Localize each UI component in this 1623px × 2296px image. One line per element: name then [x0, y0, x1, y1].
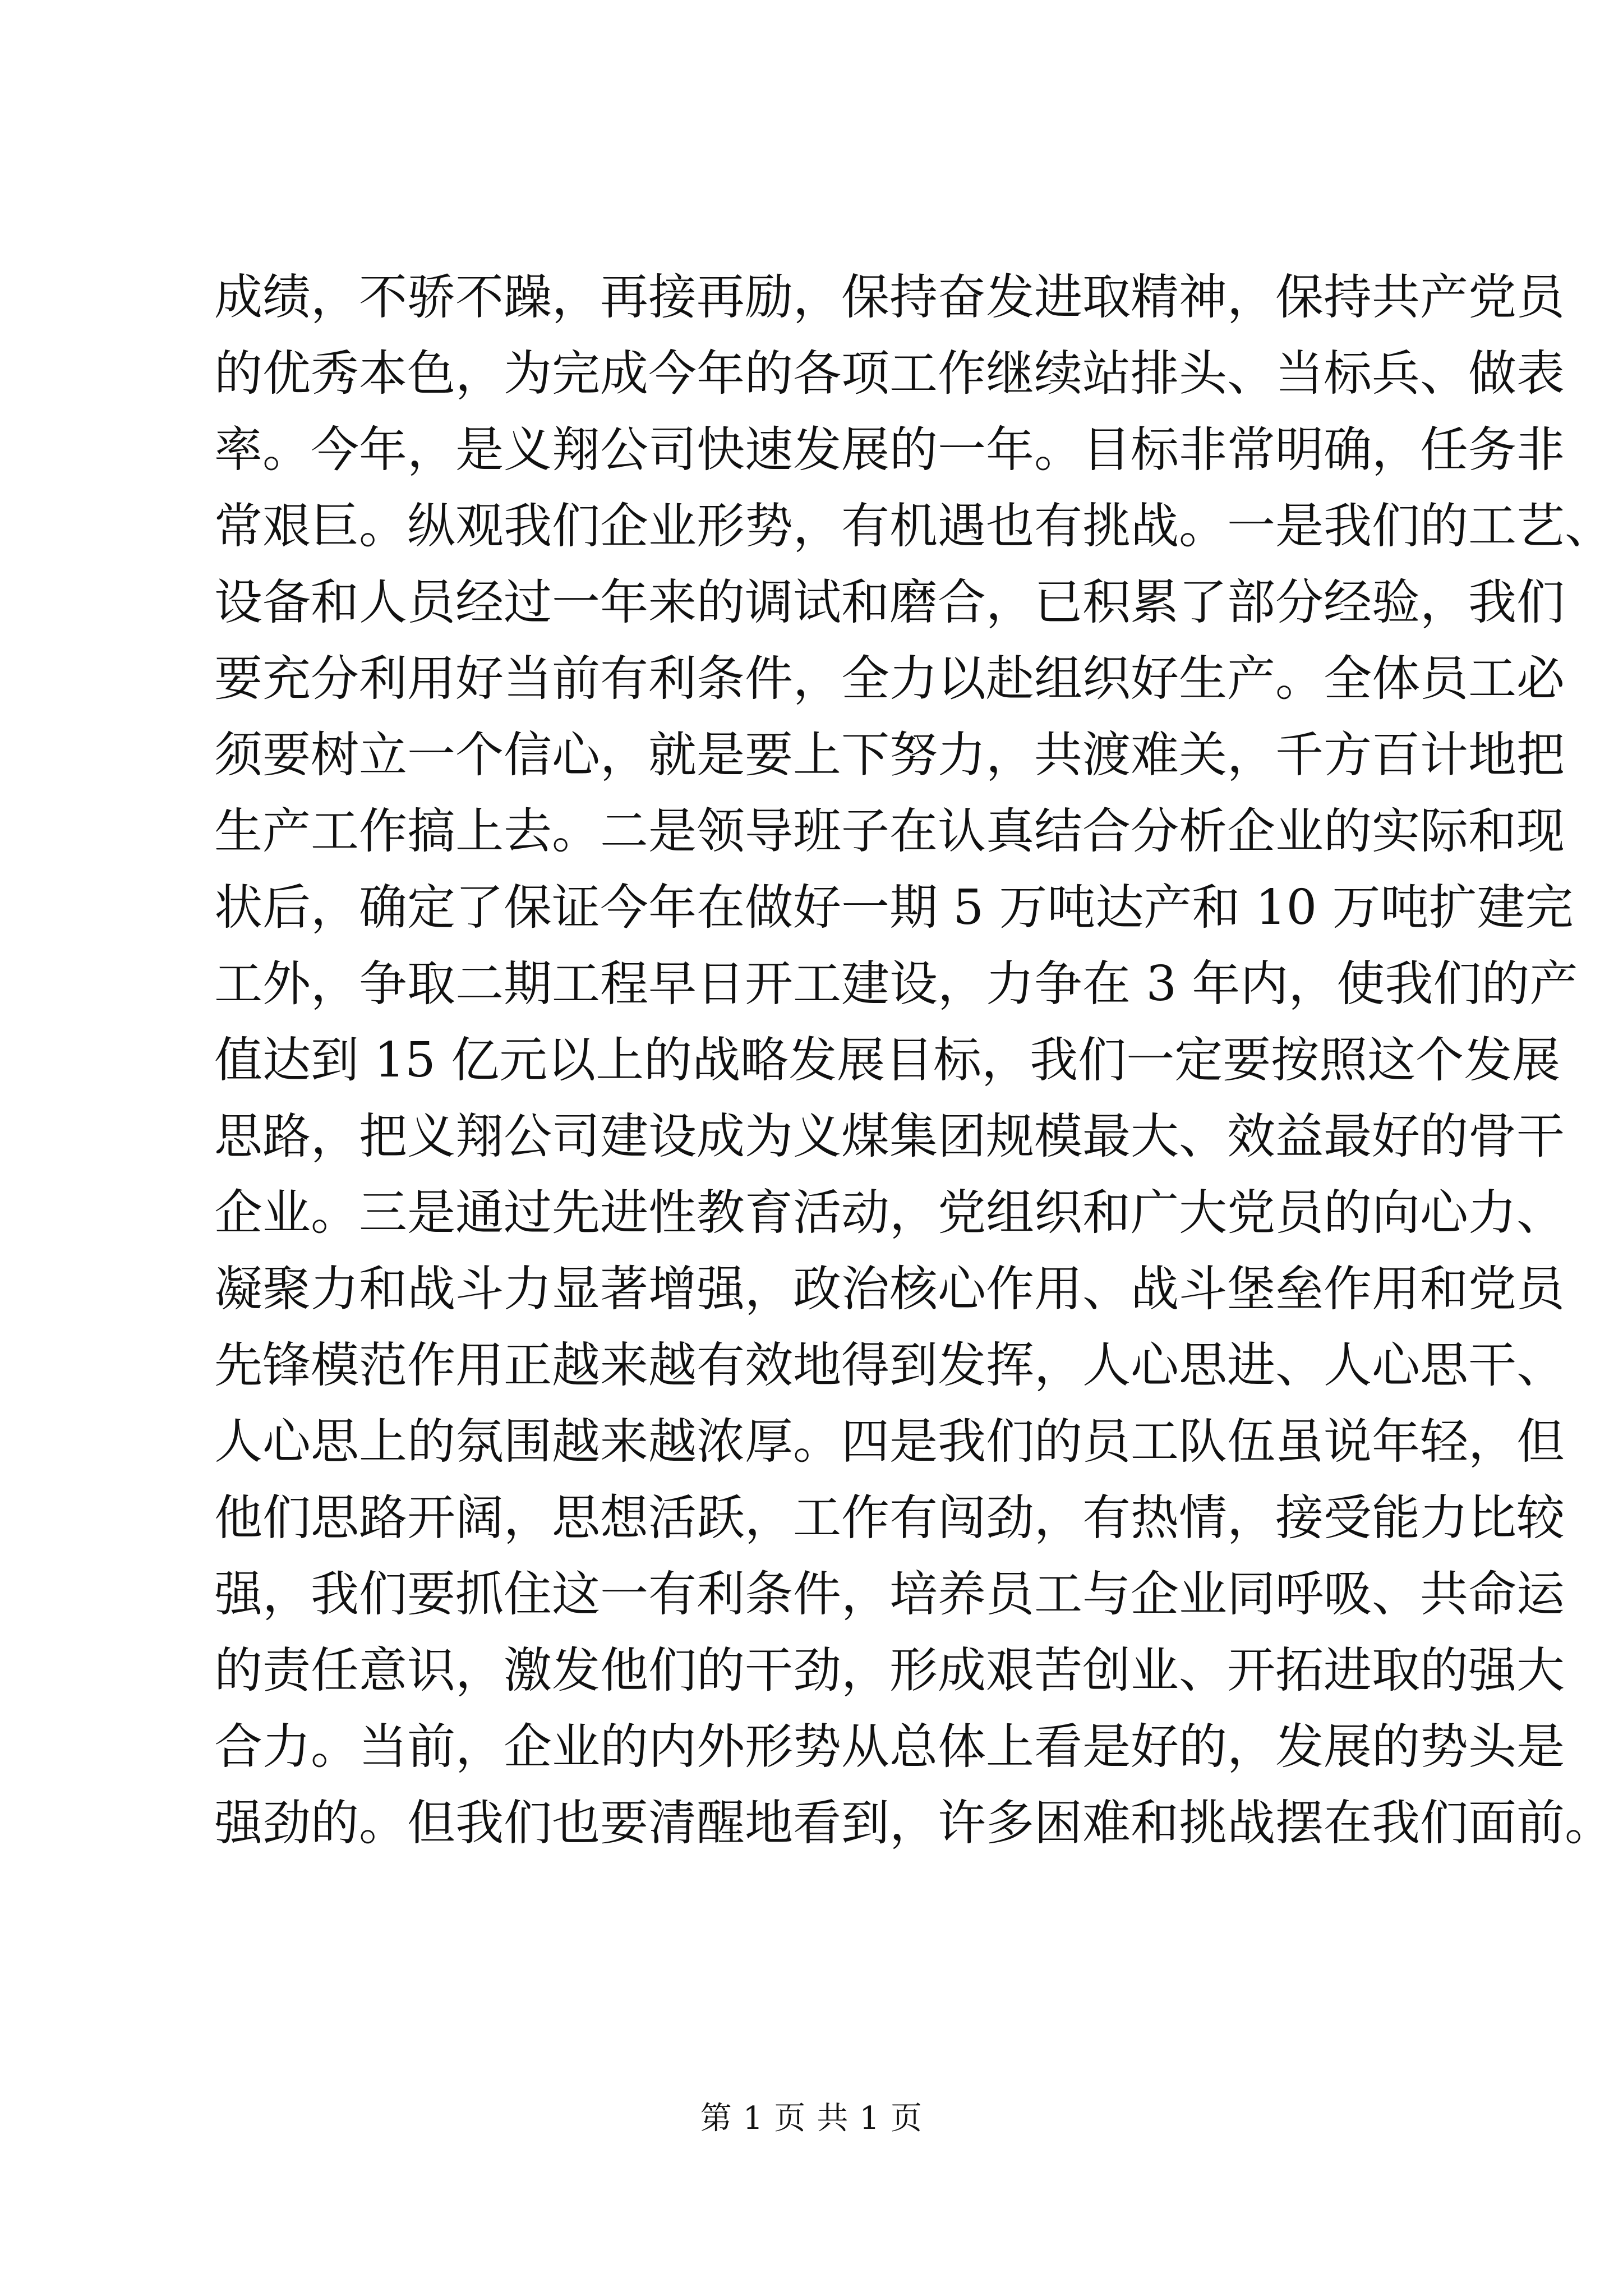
text-line: 先锋模范作用正越来越有效地得到发挥，人心思进、人心思干、: [214, 1337, 1565, 1393]
text-line: 他们思路开阔，思想活跃，工作有闯劲，有热情，接受能力比较: [214, 1490, 1565, 1546]
text-line: 的优秀本色，为完成今年的各项工作继续站排头、当标兵、做表: [214, 346, 1565, 402]
text-line: 工外，争取二期工程早日开工建设，力争在 3 年内，使我们的产: [214, 956, 1578, 1012]
text-line: 思路，把义翔公司建设成为义煤集团规模最大、效益最好的骨干: [214, 1108, 1565, 1165]
text-line: 人心思上的氛围越来越浓厚。四是我们的员工队伍虽说年轻，但: [214, 1414, 1565, 1470]
page-footer: [0, 2099, 1623, 2138]
text-line: 强，我们要抓住这一有利条件，培养员工与企业同呼吸、共命运: [214, 1566, 1565, 1622]
text-line: 合力。当前，企业的内外形势从总体上看是好的，发展的势头是: [214, 1719, 1565, 1775]
page-number-label: 第 1 页 共 1 页: [700, 2100, 923, 2137]
text-line: 设备和人员经过一年来的调试和磨合，已积累了部分经验，我们: [214, 574, 1565, 631]
text-line: 须要树立一个信心，就是要上下努力，共渡难关，千方百计地把: [214, 727, 1565, 783]
text-line: 成绩，不骄不躁，再接再励，保持奋发进取精神，保持共产党员: [214, 269, 1565, 325]
text-line: 强劲的。但我们也要清醒地看到，许多困难和挑战摆在我们面前。: [214, 1795, 1613, 1851]
text-line: 常艰巨。纵观我们企业形势，有机遇也有挑战。一是我们的工艺、: [214, 498, 1613, 554]
text-line: 凝聚力和战斗力显著增强，政治核心作用、战斗堡垒作用和党员: [214, 1261, 1565, 1317]
text-line: 率。今年，是义翔公司快速发展的一年。目标非常明确，任务非: [214, 422, 1565, 478]
text-line: 状后，确定了保证今年在做好一期 5 万吨达产和 10 万吨扩建完: [214, 880, 1574, 936]
text-line: 企业。三是通过先进性教育活动，党组织和广大党员的向心力、: [214, 1185, 1565, 1241]
text-line: 的责任意识，激发他们的干劲，形成艰苦创业、开拓进取的强大: [214, 1642, 1565, 1699]
body-paragraph: [214, 259, 1613, 1861]
text-line: 要充分利用好当前有利条件，全力以赴组织好生产。全体员工必: [214, 651, 1565, 707]
text-line: 生产工作搞上去。二是领导班子在认真结合分析企业的实际和现: [214, 803, 1565, 859]
text-line: 值达到 15 亿元以上的战略发展目标，我们一定要按照这个发展: [214, 1032, 1561, 1088]
